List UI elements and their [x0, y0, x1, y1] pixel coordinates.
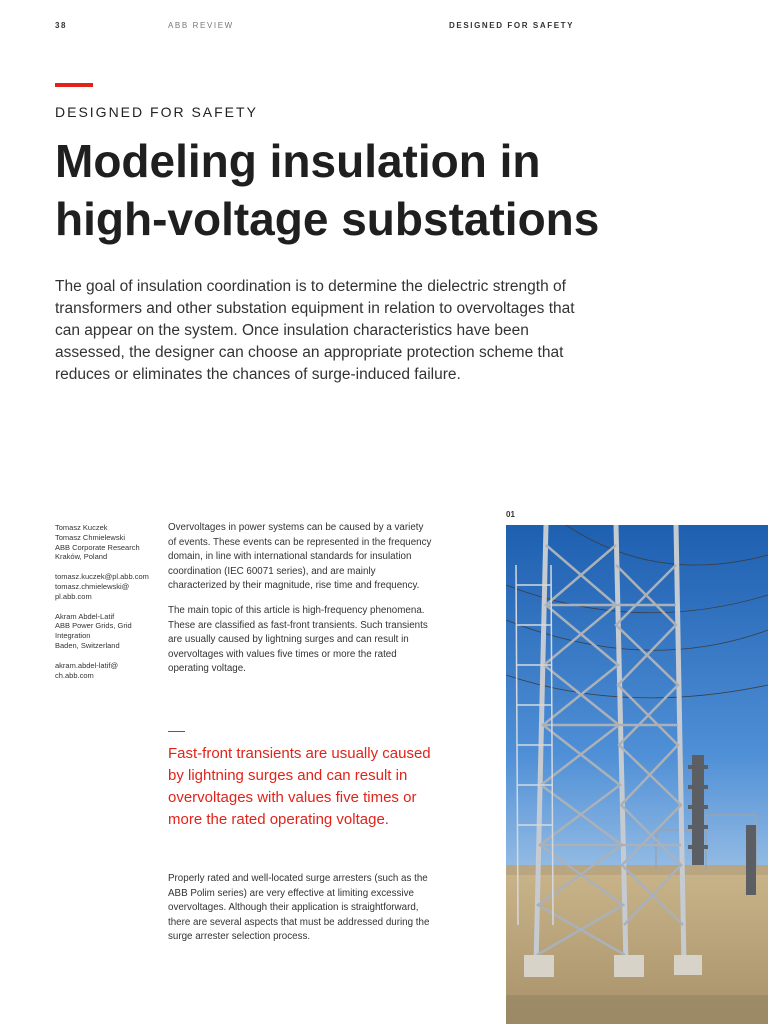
author-line: Baden, Switzerland	[55, 640, 120, 650]
author-line: Tomasz Chmielewski	[55, 532, 126, 542]
pull-quote: Fast-front transients are usually caused by lightning surges and can result in overvoltages with values five times or more the rated operating voltage.	[168, 745, 431, 828]
body-paragraph: Properly rated and well-located surge arresters (such as the ABB Polim series) are very effective at limiting excessive overvoltages. Although their application is straightforward, there are several aspects that must be addressed during the surge arrester selection process.	[168, 873, 430, 943]
author-line: ABB Corporate Research	[55, 542, 140, 552]
accent-bar	[55, 83, 93, 87]
author-block	[55, 612, 155, 651]
author-block	[55, 523, 155, 562]
author-line: Integration	[55, 631, 91, 641]
body-column-top	[168, 521, 433, 687]
page-number: 38	[55, 21, 68, 30]
figure-label: 01	[506, 510, 515, 519]
intro-paragraph: The goal of insulation coordination is to determine the dielectric strength of transformers and other substation equipment in relation to overvoltages that can appear on the system. Once insulation characteristics have been assessed, the designer can choose an appropriate protection scheme that reduces or eliminates the chances of surge-induced failure.	[55, 278, 575, 383]
running-section-header: DESIGNED FOR SAFETY	[449, 21, 575, 30]
body-paragraph: The main topic of this article is high-frequency phenomena. These are classified as fast-front transients. Such transients are usually caused by lightning surges and can result in overvoltages with values five times or more the rated operating voltage.	[168, 604, 428, 675]
author-email-block	[55, 572, 155, 601]
substation-photo	[506, 525, 768, 1024]
section-kicker: DESIGNED FOR SAFETY	[55, 104, 258, 120]
body-paragraph: Overvoltages in power systems can be caused by a variety of events. These events can be represented in the frequency domain, in line with international standards for insulation coordination (IEC 60071 series), and are mainly characterized by their magnitude, rise time and frequency.	[168, 522, 432, 592]
author-email-block	[55, 661, 155, 681]
author-email[interactable]: akram.abdel-latif@	[55, 660, 119, 670]
article-title-line-1: Modeling insulation in	[55, 135, 541, 187]
author-email[interactable]: ch.abb.com	[55, 670, 94, 680]
author-line: Tomasz Kuczek	[55, 523, 108, 532]
publication-name: ABB REVIEW	[168, 21, 234, 30]
author-email[interactable]: pl.abb.com	[55, 591, 92, 601]
author-email[interactable]: tomasz.kuczek@pl.abb.com	[55, 572, 149, 582]
pull-quote-rule	[168, 731, 185, 732]
author-line: Akram Abdel-Latif	[55, 611, 115, 621]
article-title	[55, 132, 745, 248]
author-email[interactable]: tomasz.chmielewski@	[55, 581, 130, 591]
author-line: Kraków, Poland	[55, 552, 108, 562]
article-title-line-2: high-voltage substations	[55, 193, 600, 245]
author-line: ABB Power Grids, Grid	[55, 621, 132, 631]
body-column-bottom	[168, 872, 433, 955]
author-credits	[55, 523, 155, 690]
